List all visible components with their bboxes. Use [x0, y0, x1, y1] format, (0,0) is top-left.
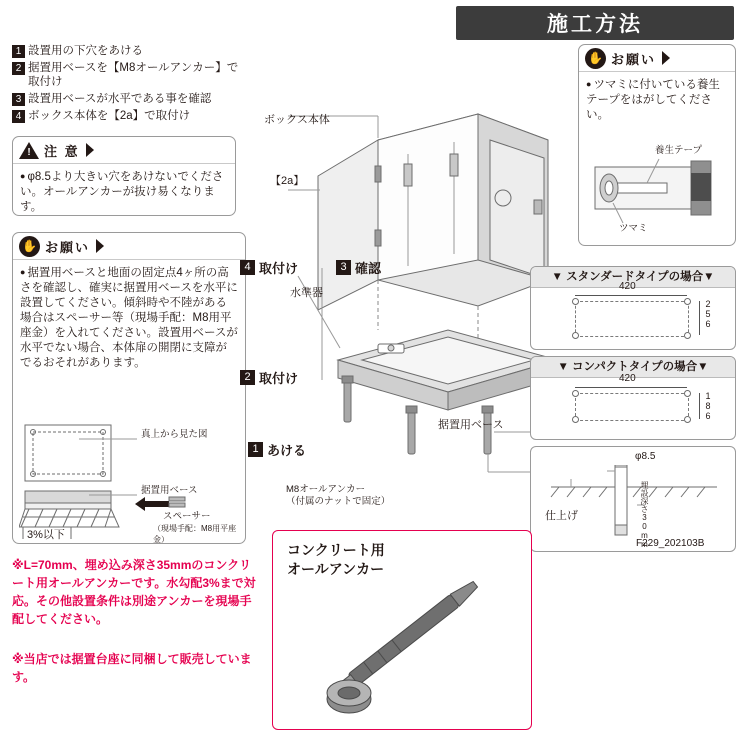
step-tag-3: [336, 258, 381, 277]
embed-depth-label: 埋設深さ30mm: [640, 481, 649, 549]
step-number: 2: [12, 62, 25, 75]
request-panel-left-header: [13, 233, 245, 260]
knob-tape-diagram: [587, 153, 727, 235]
hole-dot: [684, 416, 691, 423]
hole-dot: [684, 298, 691, 305]
arrow-right-icon: [96, 239, 104, 253]
page-header-bar: [456, 6, 734, 40]
step-tag-number: 3: [336, 260, 351, 275]
caution-text: ● φ8.5より大きい穴をあけないでください。オールアンカーが抜け易くなります。: [20, 171, 223, 213]
request-panel-left: [12, 232, 246, 544]
arrow-right-icon: [86, 143, 94, 157]
top-view-label: 真上から見た図: [141, 429, 208, 440]
spacer-sublabel: （現場手配：M8用平座金）: [153, 524, 237, 544]
knob-label: ツマミ: [619, 223, 648, 234]
hole-dot: [572, 416, 579, 423]
hand-icon: ✋: [19, 236, 40, 257]
request-panel-right: [578, 44, 736, 246]
list-item: [12, 109, 248, 123]
step-number: 1: [12, 45, 25, 58]
dim-line-width: [575, 295, 687, 296]
step-text: 設置用の下穴をあける: [28, 45, 143, 57]
base-label: 据置用ベース: [141, 485, 198, 496]
tape-label: 養生テープ: [655, 145, 703, 156]
step-tag-text: 取付け: [259, 261, 299, 276]
request-left-body: [13, 260, 245, 378]
base-callout-label: 据置用ベース: [438, 419, 504, 431]
list-item: [12, 44, 248, 58]
step-number: 3: [12, 93, 25, 106]
step-tag-4: [240, 258, 298, 277]
hole-dot: [572, 332, 579, 339]
caution-body: [13, 164, 235, 222]
slope-label: 3%以下: [27, 529, 65, 541]
step-text: 据置用ベースを【M8オールアンカー】で取付け: [28, 62, 239, 88]
red-note-bundled: ※当店では据置台座に同梱して販売しています。: [12, 652, 252, 684]
spec-standard-title: ▼ スタンダードタイプの場合▼: [531, 267, 735, 288]
spec-compact-depth: 186: [703, 391, 713, 421]
request-panel-right-header: [579, 45, 735, 72]
spec-standard-rect: [575, 301, 689, 337]
step-tag-number: 2: [240, 370, 255, 385]
request-right-title: お願い: [611, 51, 657, 67]
anchor-photo: [297, 573, 517, 723]
anchor-title-line1: コンクリート用: [287, 542, 385, 558]
dim-line-width: [575, 387, 687, 388]
anchor-product-panel: [272, 530, 532, 730]
hole-dot: [684, 390, 691, 397]
page-title: 施工方法: [547, 13, 643, 36]
request-left-text: ● 据置用ベースと地面の固定点4ヶ所の高さを確認し、確実に据置用ベースを水平に設置してください。傾斜時や不陸がある場合はスペーサー等（現場手配：M8用平座金）を入れてください。設置用ベースが水平でない場合、本体扉の開閉に支障がでるおそれがあります。: [20, 267, 238, 369]
step-tag-number: 1: [248, 442, 263, 457]
hole-dot: [572, 390, 579, 397]
step-number: 4: [12, 110, 25, 123]
step-tag-1: [248, 440, 306, 459]
request-right-body: [579, 72, 735, 130]
anchor-callout-label: M8オールアンカー: [286, 484, 366, 495]
step-tag-2: [240, 368, 298, 387]
step-text: 設置用ベースが水平である事を確認: [28, 93, 212, 105]
spec-compact-title: ▼ コンパクトタイプの場合▼: [531, 357, 735, 378]
list-item: [12, 61, 248, 89]
finish-label: 仕上げ: [545, 510, 578, 522]
spec-standard-depth: 256: [703, 299, 713, 329]
spec-anchor-panel: [530, 446, 736, 552]
request-left-title: お願い: [45, 239, 91, 255]
step-list: [12, 44, 248, 126]
level-gauge-label: 水準器: [290, 287, 323, 299]
step-text: ボックス本体を【2a】で取付け: [28, 110, 191, 122]
caution-panel: [12, 136, 236, 216]
dim-line-depth: [699, 301, 700, 335]
spec-standard-panel: [530, 266, 736, 350]
warning-triangle-icon: [19, 142, 39, 159]
step-tag-number: 4: [240, 260, 255, 275]
spec-compact-rect: [575, 393, 689, 421]
caution-title: 注 意: [44, 143, 80, 159]
request-right-text: ● ツマミに付いている養生テープをはがしてください。: [586, 79, 720, 121]
cabinet-body-label: ボックス本体: [264, 114, 330, 126]
hand-icon: ✋: [585, 48, 606, 69]
spec-standard-width: 420: [619, 281, 636, 292]
spec-compact-panel: [530, 356, 736, 440]
tag-2a-label: 【2a】: [270, 175, 305, 187]
hole-dot: [684, 332, 691, 339]
spacer-label: スペーサー: [163, 511, 211, 522]
caution-panel-header: [13, 137, 235, 164]
step-tag-text: 取付け: [259, 371, 299, 386]
anchor-title-line2: オールアンカー: [287, 561, 385, 577]
hole-dot: [572, 298, 579, 305]
red-note-anchor-spec: ※L=70mm、埋め込み深さ35mmのコンクリート用オールアンカーです。水勾配3%まで対応。その他設置条件は別途アンカーを現場手配してください。: [12, 558, 256, 626]
dim-line-depth: [699, 393, 700, 419]
document-code: F229_202103B: [636, 538, 705, 549]
spec-compact-width: 420: [619, 373, 636, 384]
arrow-right-icon: [662, 51, 670, 65]
list-item: [12, 92, 248, 106]
anchor-hole-section: [541, 465, 725, 547]
anchor-callout-sublabel: （付属のナットで固定）: [286, 496, 391, 507]
step-tag-text: 確認: [355, 261, 382, 276]
step-tag-text: あける: [267, 443, 307, 458]
anchor-diameter-label: φ8.5: [635, 451, 656, 462]
